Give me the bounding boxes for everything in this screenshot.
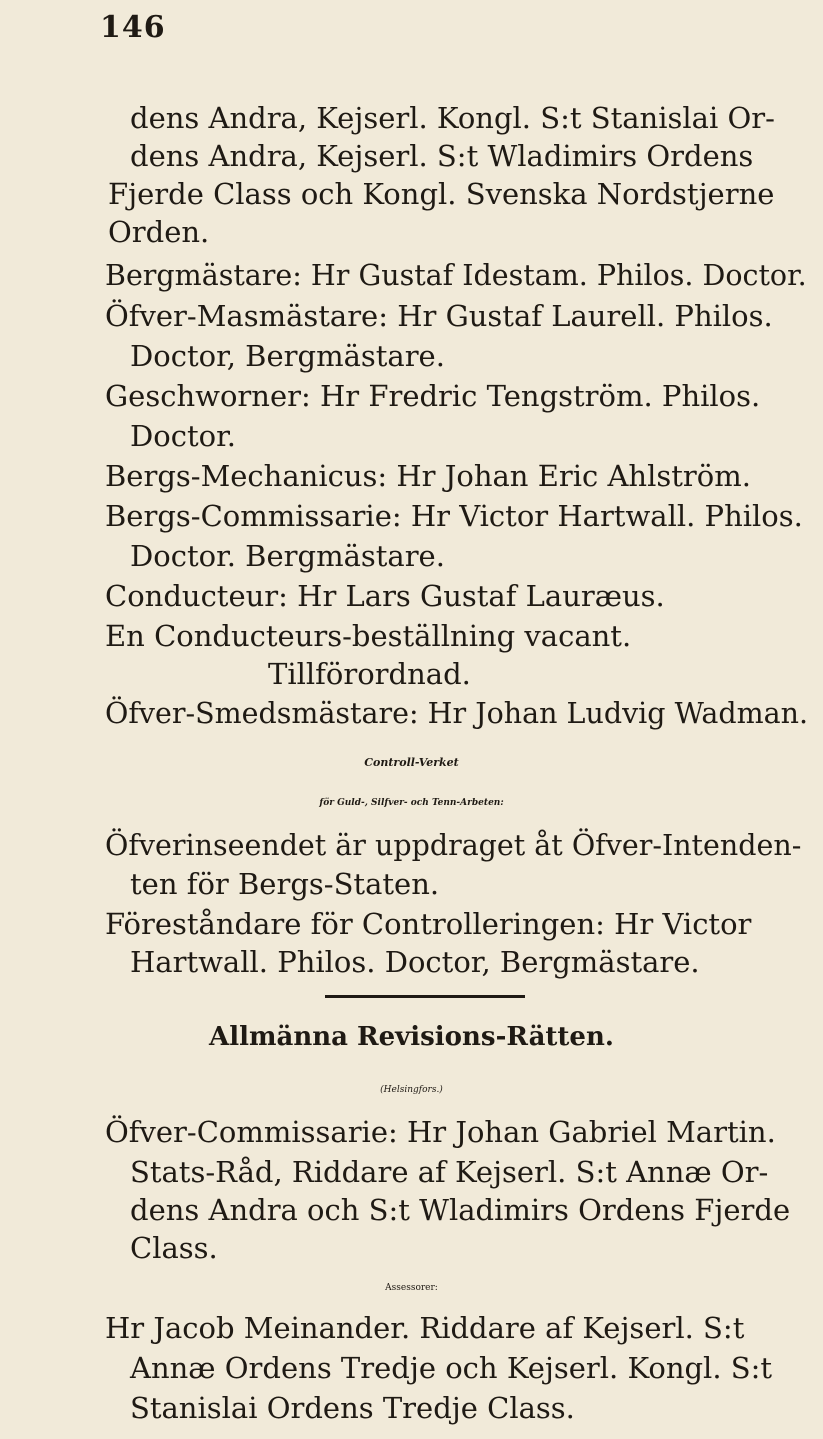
assessorer-heading: Assessorer: xyxy=(385,1283,438,1293)
text-line: Öfver-Commissarie: Hr Johan Gabriel Martin. xyxy=(105,1115,776,1149)
location-note: (Helsingfors.) xyxy=(380,1085,443,1095)
page-number: 146 xyxy=(100,10,166,45)
text-line: ten för Bergs-Staten. xyxy=(130,867,440,901)
section-divider xyxy=(325,995,525,998)
text-line: Tillförordnad. xyxy=(268,657,471,691)
text-line: Class. xyxy=(130,1231,218,1265)
text-line: Fjerde Class och Kongl. Svenska Nordstjerne xyxy=(108,177,775,211)
text-line: Bergs-Mechanicus: Hr Johan Eric Ahlström. xyxy=(105,459,751,493)
text-line: Doctor, Bergmästare. xyxy=(130,339,445,373)
text-line: Öfverinseendet är uppdraget åt Öfver-Intenden- xyxy=(105,829,802,862)
text-line: Doctor. xyxy=(130,419,236,453)
section-subheading: för Guld-, Silfver- och Tenn-Arbeten: xyxy=(319,798,504,808)
text-line: Conducteur: Hr Lars Gustaf Lauræus. xyxy=(105,579,665,613)
text-line: Stats-Råd, Riddare af Kejserl. S:t Annæ Or- xyxy=(130,1155,769,1189)
text-line: Öfver-Smedsmästare: Hr Johan Ludvig Wadman. xyxy=(105,697,809,730)
text-line: Bergmästare: Hr Gustaf Idestam. Philos. Doctor. xyxy=(105,259,807,292)
text-line: Geschworner: Hr Fredric Tengström. Philos. xyxy=(105,379,761,413)
text-line: Stanislai Ordens Tredje Class. xyxy=(130,1391,575,1425)
text-line: Hr Jacob Meinander. Riddare af Kejserl. S:t xyxy=(105,1311,745,1345)
text-line: dens Andra, Kejserl. Kongl. S:t Stanislai Or- xyxy=(130,101,775,135)
text-line: En Conducteurs-beställning vacant. xyxy=(105,619,632,653)
text-line: dens Andra och S:t Wladimirs Ordens Fjerde xyxy=(130,1193,791,1227)
text-line: dens Andra, Kejserl. S:t Wladimirs Ordens xyxy=(130,139,754,173)
section-heading-revisions-ratten: Allmänna Revisions-Rätten. xyxy=(209,1022,614,1052)
text-line: Öfver-Masmästare: Hr Gustaf Laurell. Philos. xyxy=(105,299,773,333)
text-line: Föreståndare för Controlleringen: Hr Victor xyxy=(105,907,752,941)
text-line: Doctor. Bergmästare. xyxy=(130,539,445,573)
text-line: Annæ Ordens Tredje och Kejserl. Kongl. S:t xyxy=(130,1351,773,1385)
section-heading-controll-verket: Controll-Verket xyxy=(364,756,459,769)
text-line: Hartwall. Philos. Doctor, Bergmästare. xyxy=(130,945,700,979)
text-line: Orden. xyxy=(108,215,210,249)
text-line: Bergs-Commissarie: Hr Victor Hartwall. Philos. xyxy=(105,499,803,533)
